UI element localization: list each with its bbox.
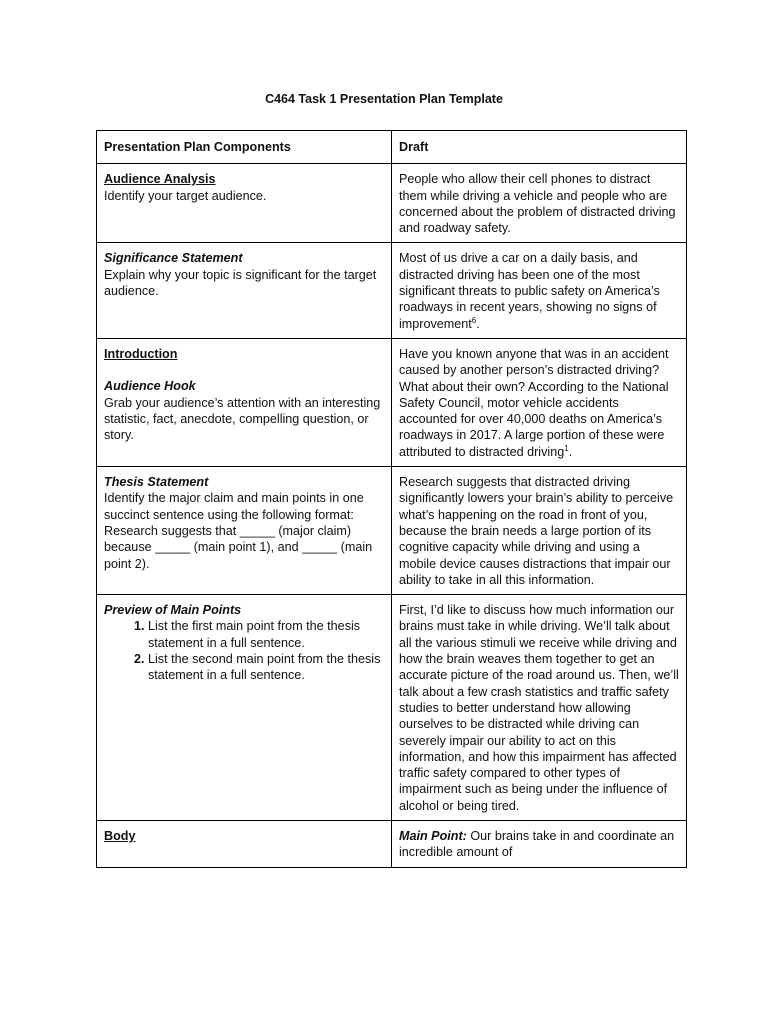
table-row-audience-analysis — [97, 164, 687, 243]
draft-cell — [392, 164, 687, 243]
main-points-list — [104, 618, 385, 683]
draft-text-end: . — [568, 444, 573, 459]
row-instruction: Identify the major claim and main points in one succinct sentence using the following format: — [104, 491, 364, 522]
presentation-plan-table — [96, 130, 687, 868]
row-subheading: Audience Hook — [104, 379, 196, 394]
row-heading: Introduction — [104, 346, 178, 361]
row-heading: Audience Analysis — [104, 172, 216, 187]
draft-text: Our brains take in and coordinate an incredible amount of — [399, 828, 675, 860]
component-cell — [97, 820, 392, 867]
draft-cell — [392, 467, 687, 595]
table-row-significance — [97, 243, 687, 338]
component-cell — [97, 467, 392, 595]
table-row-body — [97, 820, 687, 867]
main-point-label: Main Point: — [399, 828, 467, 843]
row-instruction: Identify your target audience. — [104, 188, 267, 203]
draft-text: First, I’d like to discuss how much information our brains must take in while driving. We’ll talk about all the various stimuli we receive while driving and how the brain weaves them together to get an accurate picture of the road around us. Then, we’ll talk about a few crash statistics and traffic safety studies to better understand how allowing ourselves to be distracted while driving can severely impair our ability to act on this information, and how this impairment has affected traffic safety compared to other types of impairment such as being under the influence of alcohol or being tired. — [399, 603, 679, 813]
table-header-row — [97, 131, 687, 164]
header-draft: Draft — [392, 131, 687, 164]
row-heading: Significance Statement — [104, 251, 243, 266]
row-heading: Thesis Statement — [104, 475, 209, 490]
citation-superscript: 1 — [564, 443, 569, 453]
row-instruction: Explain why your topic is significant for the target audience. — [104, 267, 377, 299]
document-title: C464 Task 1 Presentation Plan Template — [265, 92, 503, 106]
draft-text-end: . — [476, 316, 480, 331]
list-item: 1. List the first main point from the thesis statement in a full sentence. — [148, 618, 385, 651]
draft-text: Research suggests that distracted driving significantly lowers your brain’s ability to perceive what’s happening on the road in front of you, because the brain needs a large portion of its cognitive capacity while driving and using a mobile device causes distractions that impair our ability to take in all this information. — [399, 475, 674, 587]
component-cell — [97, 595, 392, 821]
header-components: Presentation Plan Components — [97, 131, 392, 164]
table-row-introduction — [97, 338, 687, 466]
list-item: 2. List the second main point from the thesis statement in a full sentence. — [148, 651, 385, 684]
citation-superscript: 6 — [471, 315, 477, 325]
draft-text: People who allow their cell phones to distract them while driving a vehicle and people who are concerned about the problem of distracted driving and roadway safety. — [399, 172, 676, 236]
row-instruction-format: Research suggests that _____ (major claim) because _____ (main point 1), and _____ (main point 2). — [104, 523, 373, 571]
draft-cell — [392, 243, 687, 338]
row-instruction: Grab your audience’s attention with an interesting statistic, fact, anecdote, compelling question, or story. — [104, 395, 381, 443]
draft-cell — [392, 820, 687, 867]
draft-cell — [392, 595, 687, 821]
row-heading: Body — [104, 828, 136, 843]
draft-text: Most of us drive a car on a daily basis, and distracted driving has been one of the most significant threats to public safety on America’s roadways in recent years, showing no signs of improvement — [399, 251, 660, 331]
component-cell — [97, 338, 392, 466]
row-heading: Preview of Main Points — [104, 603, 242, 618]
component-cell — [97, 243, 392, 338]
component-cell — [97, 164, 392, 243]
draft-text: Have you known anyone that was in an accident caused by another person’s distracted driving? What about their own? According to the National Safety Council, motor vehicle accidents accounted for over 40,000 deaths on America’s roadways in 2017. A large portion of these were attributed to distracted driving — [399, 346, 669, 459]
table-row-preview — [97, 595, 687, 821]
draft-cell — [392, 338, 687, 466]
table-row-thesis — [97, 467, 687, 595]
